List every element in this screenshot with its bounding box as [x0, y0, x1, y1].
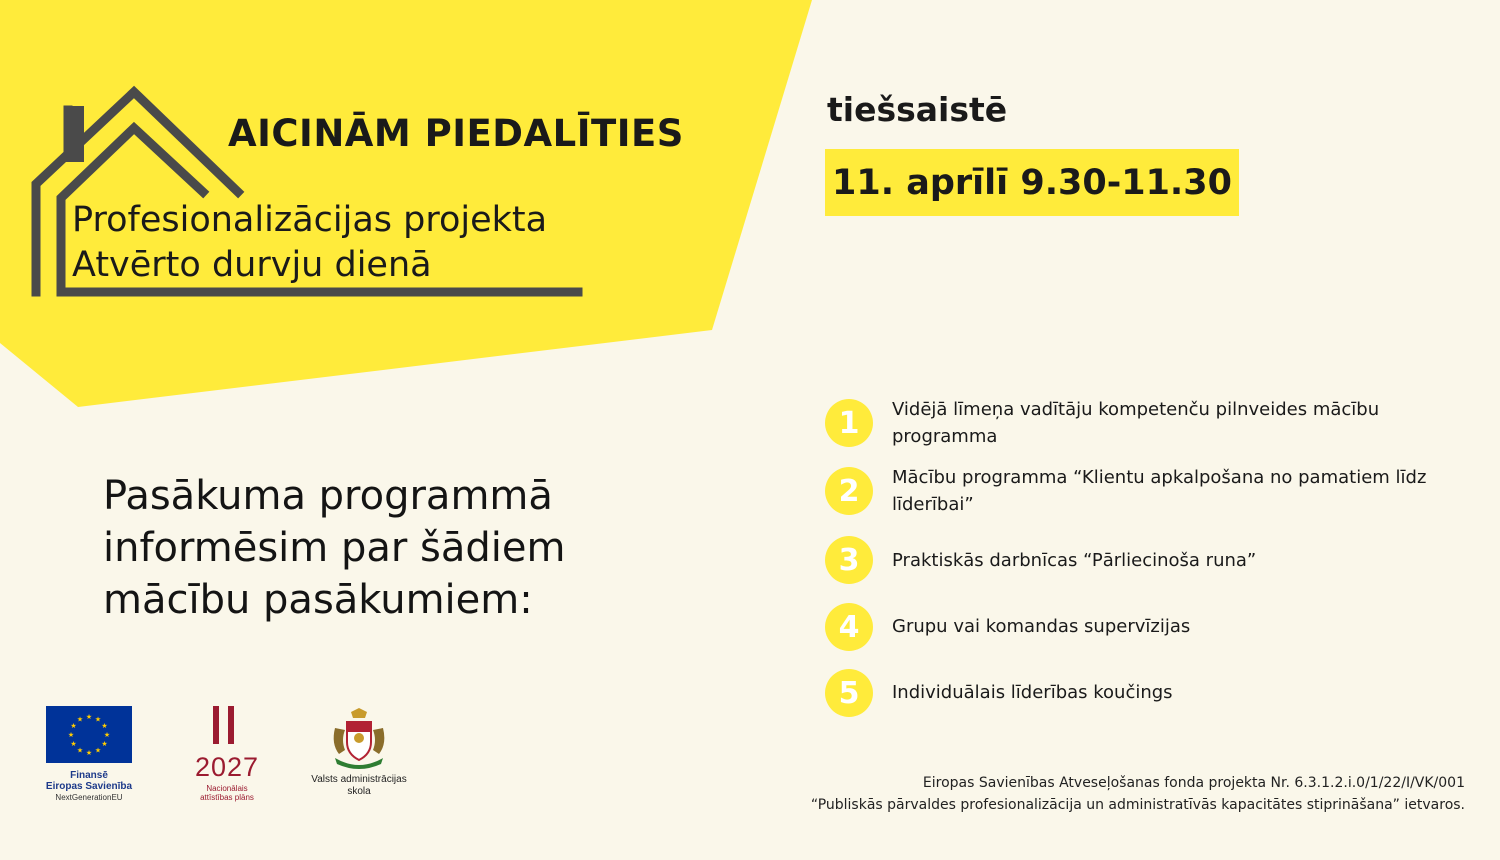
program-item-label: Grupu vai komandas supervīzijas: [892, 616, 1191, 637]
footer-line-1: Eiropas Savienības Atveseļošanas fonda projekta Nr. 6.3.1.2.i.0/1/22/I/VK/001: [922, 775, 1465, 791]
event-mode-label: tiešsaistē: [827, 90, 1008, 129]
event-name: [72, 198, 547, 288]
svg-text:★: ★: [103, 731, 111, 739]
sponsor-logos: [44, 704, 424, 814]
eu-flag-icon: [46, 706, 132, 763]
svg-text:★: ★: [94, 715, 102, 724]
program-item: [825, 464, 1465, 518]
npa-text-line-1: Nacionālais: [206, 784, 248, 793]
npa-text: [182, 784, 272, 802]
svg-text:★: ★: [101, 722, 108, 730]
program-item-label: Mācību programma “Klientu apkalpošana no pamatiem līdz līderībai”: [892, 467, 1427, 515]
date-badge: [825, 149, 1239, 216]
number-badge-icon: 3: [825, 536, 873, 584]
svg-text:★: ★: [67, 731, 75, 739]
svg-text:★: ★: [76, 715, 84, 724]
event-date: 11. aprīlī 9.30-11.30: [832, 162, 1232, 203]
event-name-line-1: Profesionalizācijas projekta: [72, 200, 548, 240]
number-badge-icon: 4: [825, 603, 873, 651]
npa-text-line-2: attīstības plāns: [200, 793, 254, 802]
program-item-label: Individuālais līderības koučings: [892, 682, 1173, 703]
program-item-label: Praktiskās darbnīcas “Pārliecinoša runa”: [892, 550, 1257, 571]
number-badge-icon: 2: [825, 467, 873, 515]
program-item: [825, 536, 1465, 584]
program-item: [825, 669, 1465, 717]
eu-text-line-1: Finansē: [70, 770, 108, 781]
svg-text:★: ★: [70, 722, 77, 730]
vas-school-text: [300, 774, 418, 798]
svg-text:★: ★: [76, 746, 84, 755]
npa-year: 2027: [194, 752, 260, 782]
program-item: [825, 396, 1465, 450]
invite-title: AICINĀM PIEDALĪTIES: [228, 112, 684, 155]
eu-funding-text: [34, 770, 144, 803]
program-intro-line-1: Pasākuma programmā: [103, 473, 553, 519]
svg-text:★: ★: [101, 740, 108, 748]
svg-text:★: ★: [70, 740, 77, 748]
program-intro-heading: [103, 470, 565, 626]
svg-text:★: ★: [85, 749, 93, 757]
number-badge-icon: 1: [825, 399, 873, 447]
footer-project-note: [811, 772, 1465, 816]
svg-text:★: ★: [85, 713, 93, 721]
program-item-label: Vidējā līmeņa vadītāju kompetenču pilnveides mācību programma: [892, 399, 1380, 447]
number-badge-icon: 5: [825, 669, 873, 717]
footer-line-2: “Publiskās pārvaldes profesionalizācija un administratīvās kapacitātes stiprināšana” ietvaros.: [810, 797, 1465, 813]
eu-text-line-3: NextGenerationEU: [55, 793, 123, 802]
program-intro-line-2: informēsim par šādiem: [103, 525, 566, 571]
svg-text:★: ★: [94, 746, 102, 755]
program-item: [825, 603, 1465, 651]
eu-text-line-2: Eiropas Savienība: [45, 781, 133, 792]
vas-text-line-2: skola: [347, 786, 371, 797]
coat-of-arms-icon: [329, 708, 389, 772]
vas-text-line-1: Valsts administrācijas: [311, 774, 407, 785]
program-intro-line-3: mācību pasākumiem:: [103, 577, 533, 623]
event-name-line-2: Atvērto durvju dienā: [72, 245, 432, 285]
